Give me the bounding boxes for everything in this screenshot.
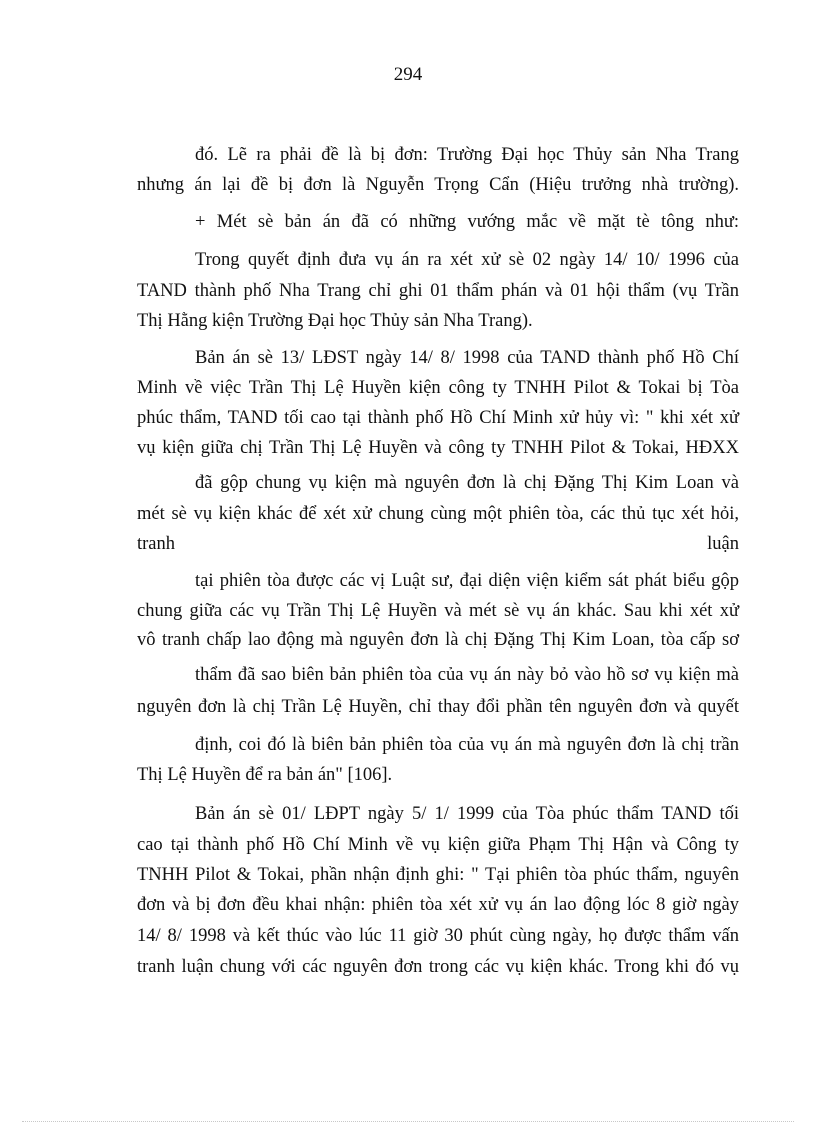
text-line: nguyên đơn là chị Trần Lệ Huyền, chỉ thay đổi phần tên nguyên đơn và quyết <box>137 697 739 717</box>
text-line: 14/ 8/ 1998 và kết thúc vào lúc 11 giờ 30 phút cùng ngày, họ được thẩm vấn <box>137 926 739 946</box>
text-line: thẩm đã sao biên bản phiên tòa của vụ án này bỏ vào hồ sơ vụ kiện mà <box>195 665 739 685</box>
page-bottom-rule <box>22 1121 794 1122</box>
text-line: TNHH Pilot & Tokai, phần nhận định ghi: " Tại phiên tòa phúc thẩm, nguyên <box>137 865 739 885</box>
text-line: Bản án sè 01/ LĐPT ngày 5/ 1/ 1999 của Tòa phúc thẩm TAND tối <box>195 804 739 824</box>
text-line: vô tranh chấp lao động mà nguyên đơn là chị Đặng Thị Kim Loan, tòa cấp sơ <box>137 630 739 650</box>
text-line: Trong quyết định đưa vụ án ra xét xử sè 02 ngày 14/ 10/ 1996 của <box>195 250 739 270</box>
text-line: chung giữa các vụ Trần Thị Lệ Huyền và mét sè vụ án khác. Sau khi xét xử <box>137 601 739 621</box>
text-line: nhưng án lại đề bị đơn là Nguyễn Trọng Cẩn (Hiệu trưởng nhà trường). <box>137 175 739 195</box>
text-line: đó. Lẽ ra phải đề là bị đơn: Trường Đại học Thủy sản Nha Trang <box>195 145 739 165</box>
text-line: TAND thành phố Nha Trang chỉ ghi 01 thẩm phán và 01 hội thẩm (vụ Trần <box>137 281 739 301</box>
text-line: Minh về việc Trần Thị Lệ Huyền kiện công ty TNHH Pilot & Tokai bị Tòa <box>137 378 739 398</box>
text-line: Bản án sè 13/ LĐST ngày 14/ 8/ 1998 của TAND thành phố Hồ Chí <box>195 348 739 368</box>
text-line: Thị Lệ Huyền để ra bản án" [106]. <box>137 765 393 785</box>
text-line: Thị Hằng kiện Trường Đại học Thủy sản Nha Trang). <box>137 311 533 331</box>
text-line: đã gộp chung vụ kiện mà nguyên đơn là chị Đặng Thị Kim Loan và <box>195 473 739 493</box>
text-line: tại phiên tòa được các vị Luật sư, đại diện viện kiểm sát phát biểu gộp <box>195 571 739 591</box>
text-line: vụ kiện giữa chị Trần Thị Lệ Huyền và công ty TNHH Pilot & Tokai, HĐXX <box>137 438 739 458</box>
page-number: 294 <box>393 64 423 85</box>
text-line: định, coi đó là biên bản phiên tòa của vụ án mà nguyên đơn là chị trần <box>195 735 739 755</box>
text-line: phúc thẩm, TAND tối cao tại thành phố Hồ Chí Minh xử hủy vì: " khi xét xử <box>137 408 739 428</box>
text-fragment-right: luận <box>707 534 739 554</box>
text-line: + Mét sè bản án đã có những vướng mắc về mặt tè tông như: <box>195 212 739 232</box>
text-line: mét sè vụ kiện khác để xét xử chung cùng một phiên tòa, các thủ tục xét hỏi, <box>137 504 739 524</box>
text-line: tranh luận chung với các nguyên đơn trong các vụ kiện khác. Trong khi đó vụ <box>137 957 739 977</box>
text-line: cao tại thành phố Hồ Chí Minh về vụ kiện giữa Phạm Thị Hận và Công ty <box>137 835 739 855</box>
text-line: đơn và bị đơn đều khai nhận: phiên tòa xét xử vụ án lao động lóc 8 giờ ngày <box>137 895 739 915</box>
text-fragment-left: tranh <box>137 534 176 554</box>
